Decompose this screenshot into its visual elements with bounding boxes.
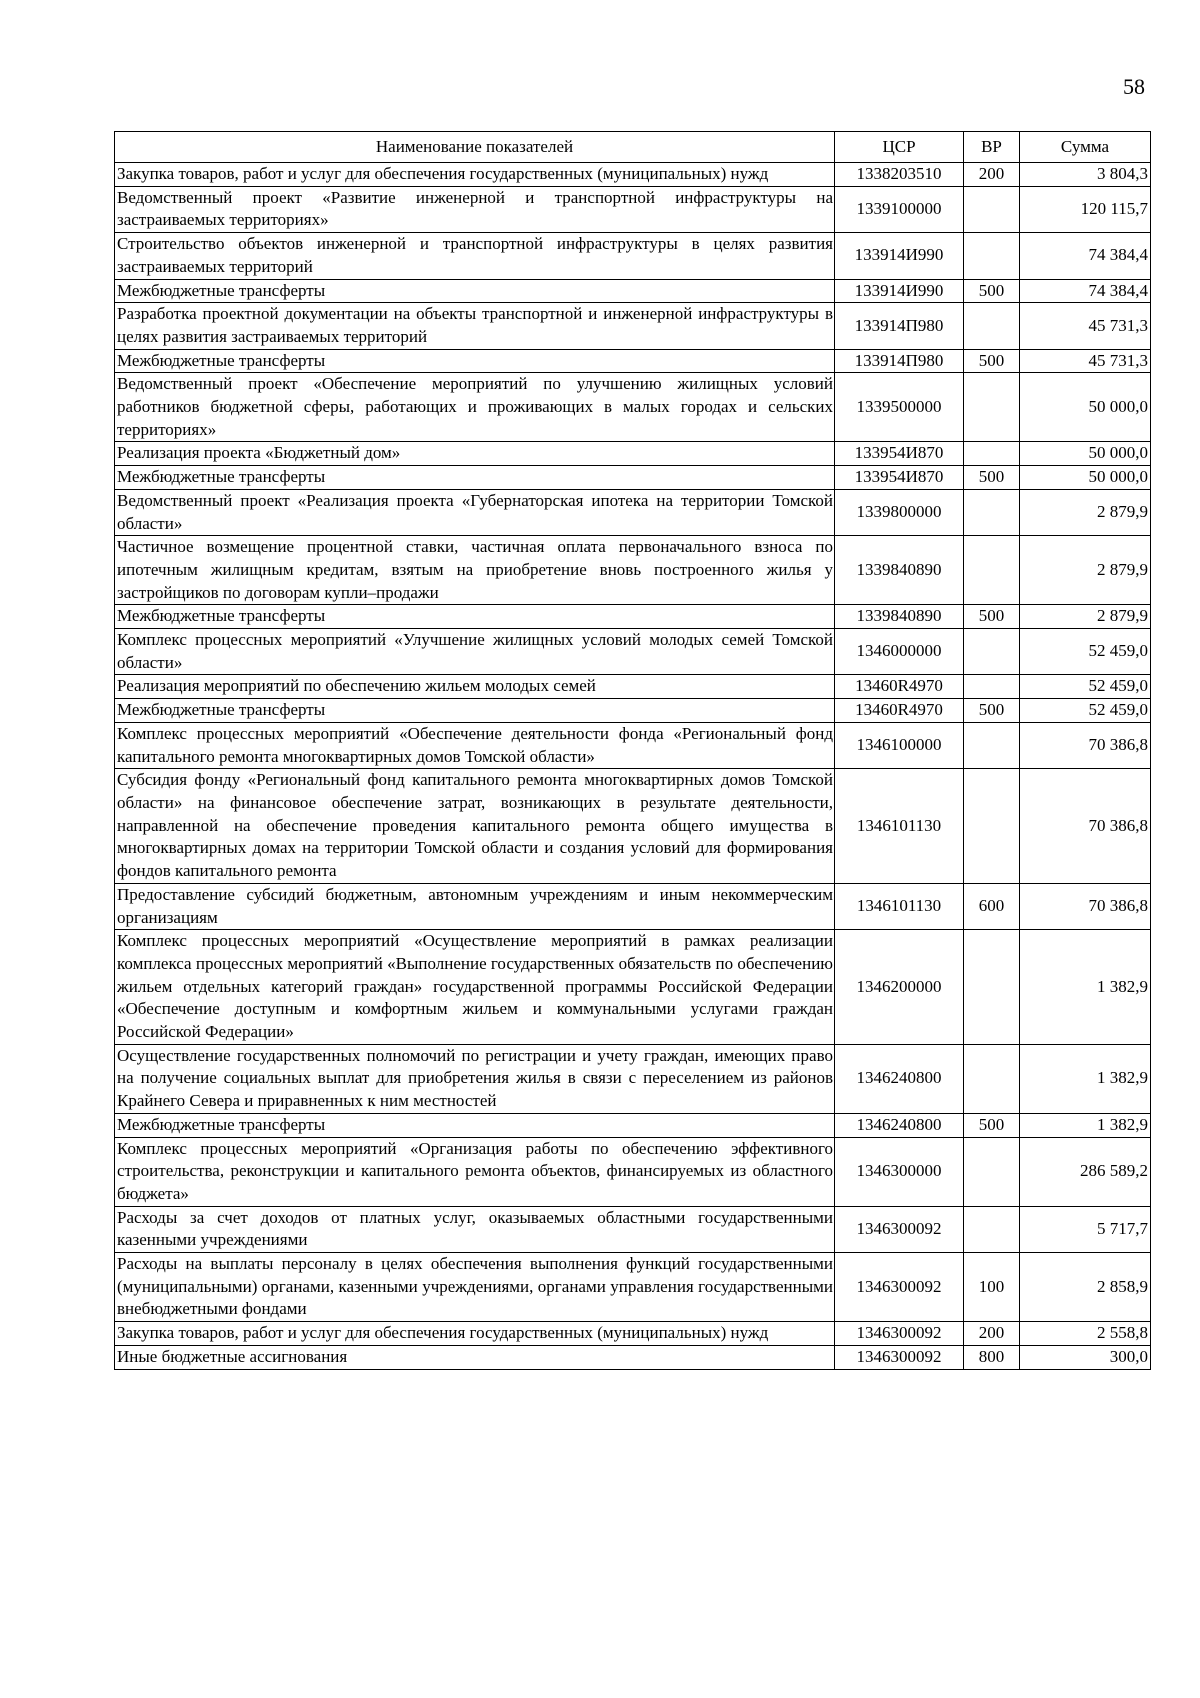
cell-sum: 300,0 bbox=[1020, 1345, 1151, 1369]
cell-csr: 1346300092 bbox=[835, 1253, 964, 1322]
cell-vr bbox=[964, 303, 1020, 349]
cell-name: Межбюджетные трансферты bbox=[115, 279, 835, 303]
cell-name: Расходы на выплаты персоналу в целях обеспечения выполнения функций государственными (муниципальными) органами, казенными учреждениями, органами управления государственными внебюджетными фондами bbox=[115, 1253, 835, 1322]
cell-csr: 1346101130 bbox=[835, 769, 964, 884]
cell-csr: 1346300092 bbox=[835, 1345, 964, 1369]
table-row bbox=[115, 163, 1151, 187]
table-row bbox=[115, 1345, 1151, 1369]
cell-vr bbox=[964, 373, 1020, 442]
cell-sum: 70 386,8 bbox=[1020, 769, 1151, 884]
cell-name: Субсидия фонду «Региональный фонд капитального ремонта многоквартирных домов Томской области» на финансовое обеспечение затрат, возникающих в результате деятельности, направленной на обеспечение проведения капитального ремонта общего имущества в многоквартирных домах на территории Томской области и создания условий для формирования фондов капитального ремонта bbox=[115, 769, 835, 884]
cell-vr bbox=[964, 675, 1020, 699]
cell-sum: 1 382,9 bbox=[1020, 930, 1151, 1045]
cell-sum: 70 386,8 bbox=[1020, 883, 1151, 929]
cell-csr: 1346000000 bbox=[835, 629, 964, 675]
cell-name: Разработка проектной документации на объекты транспортной и инженерной инфраструктуры в целях развития застраиваемых территорий bbox=[115, 303, 835, 349]
cell-name: Ведомственный проект «Реализация проекта «Губернаторская ипотека на территории Томской области» bbox=[115, 489, 835, 535]
header-name: Наименование показателей bbox=[115, 132, 835, 163]
cell-name: Закупка товаров, работ и услуг для обеспечения государственных (муниципальных) нужд bbox=[115, 1322, 835, 1346]
cell-csr: 1346200000 bbox=[835, 930, 964, 1045]
cell-name: Ведомственный проект «Развитие инженерной и транспортной инфраструктуры на застраиваемых территориях» bbox=[115, 186, 835, 232]
table-row bbox=[115, 233, 1151, 279]
cell-csr: 1338203510 bbox=[835, 163, 964, 187]
cell-sum: 1 382,9 bbox=[1020, 1113, 1151, 1137]
cell-sum: 52 459,0 bbox=[1020, 699, 1151, 723]
cell-vr bbox=[964, 769, 1020, 884]
cell-csr: 1339840890 bbox=[835, 605, 964, 629]
cell-sum: 50 000,0 bbox=[1020, 373, 1151, 442]
table-row bbox=[115, 1113, 1151, 1137]
cell-vr: 200 bbox=[964, 1322, 1020, 1346]
cell-csr: 1346240800 bbox=[835, 1044, 964, 1113]
cell-sum: 2 858,9 bbox=[1020, 1253, 1151, 1322]
header-vr: ВР bbox=[964, 132, 1020, 163]
cell-vr bbox=[964, 1206, 1020, 1252]
cell-vr: 500 bbox=[964, 279, 1020, 303]
cell-csr: 1339500000 bbox=[835, 373, 964, 442]
cell-vr bbox=[964, 186, 1020, 232]
cell-vr bbox=[964, 233, 1020, 279]
cell-csr: 13460R4970 bbox=[835, 675, 964, 699]
cell-name: Межбюджетные трансферты bbox=[115, 466, 835, 490]
table-row bbox=[115, 1206, 1151, 1252]
cell-vr bbox=[964, 1044, 1020, 1113]
cell-csr: 1346240800 bbox=[835, 1113, 964, 1137]
cell-name: Межбюджетные трансферты bbox=[115, 605, 835, 629]
cell-csr: 133954И870 bbox=[835, 466, 964, 490]
cell-name: Реализация проекта «Бюджетный дом» bbox=[115, 442, 835, 466]
cell-sum: 52 459,0 bbox=[1020, 629, 1151, 675]
cell-csr: 133954И870 bbox=[835, 442, 964, 466]
cell-csr: 1346300000 bbox=[835, 1137, 964, 1206]
cell-csr: 133914И990 bbox=[835, 233, 964, 279]
cell-vr bbox=[964, 536, 1020, 605]
table-row bbox=[115, 1322, 1151, 1346]
cell-vr: 600 bbox=[964, 883, 1020, 929]
table-row bbox=[115, 883, 1151, 929]
table-row bbox=[115, 303, 1151, 349]
cell-vr bbox=[964, 722, 1020, 768]
cell-name: Реализация мероприятий по обеспечению жильем молодых семей bbox=[115, 675, 835, 699]
cell-sum: 120 115,7 bbox=[1020, 186, 1151, 232]
cell-name: Межбюджетные трансферты bbox=[115, 1113, 835, 1137]
cell-vr: 500 bbox=[964, 466, 1020, 490]
cell-sum: 5 717,7 bbox=[1020, 1206, 1151, 1252]
table-row bbox=[115, 1253, 1151, 1322]
cell-name: Комплекс процессных мероприятий «Улучшение жилищных условий молодых семей Томской области» bbox=[115, 629, 835, 675]
cell-sum: 2 879,9 bbox=[1020, 489, 1151, 535]
table-row bbox=[115, 629, 1151, 675]
cell-vr bbox=[964, 489, 1020, 535]
cell-csr: 133914П980 bbox=[835, 303, 964, 349]
cell-csr: 1346300092 bbox=[835, 1206, 964, 1252]
table-row bbox=[115, 930, 1151, 1045]
cell-sum: 70 386,8 bbox=[1020, 722, 1151, 768]
cell-sum: 286 589,2 bbox=[1020, 1137, 1151, 1206]
cell-sum: 52 459,0 bbox=[1020, 675, 1151, 699]
table-row bbox=[115, 186, 1151, 232]
cell-csr: 1339840890 bbox=[835, 536, 964, 605]
cell-vr: 800 bbox=[964, 1345, 1020, 1369]
budget-table bbox=[114, 131, 1151, 1370]
table-row bbox=[115, 279, 1151, 303]
table-header-row bbox=[115, 132, 1151, 163]
cell-name: Ведомственный проект «Обеспечение мероприятий по улучшению жилищных условий работников бюджетной сферы, работающих и проживающих в малых городах и сельских территориях» bbox=[115, 373, 835, 442]
cell-name: Строительство объектов инженерной и транспортной инфраструктуры в целях развития застраиваемых территорий bbox=[115, 233, 835, 279]
cell-sum: 45 731,3 bbox=[1020, 303, 1151, 349]
table-row bbox=[115, 699, 1151, 723]
table-row bbox=[115, 1044, 1151, 1113]
cell-vr bbox=[964, 442, 1020, 466]
cell-vr: 500 bbox=[964, 605, 1020, 629]
table-row bbox=[115, 536, 1151, 605]
cell-vr: 500 bbox=[964, 699, 1020, 723]
cell-name: Межбюджетные трансферты bbox=[115, 349, 835, 373]
cell-name: Предоставление субсидий бюджетным, автономным учреждениям и иным некоммерческим организациям bbox=[115, 883, 835, 929]
table-row bbox=[115, 675, 1151, 699]
table-row bbox=[115, 442, 1151, 466]
cell-name: Комплекс процессных мероприятий «Организация работы по обеспечению эффективного строительства, реконструкции и капитального ремонта объектов, финансируемых из областного бюджета» bbox=[115, 1137, 835, 1206]
cell-name: Комплекс процессных мероприятий «Обеспечение деятельности фонда «Региональный фонд капитального ремонта многоквартирных домов Томской области» bbox=[115, 722, 835, 768]
cell-sum: 74 384,4 bbox=[1020, 233, 1151, 279]
cell-csr: 1346100000 bbox=[835, 722, 964, 768]
cell-sum: 1 382,9 bbox=[1020, 1044, 1151, 1113]
cell-name: Частичное возмещение процентной ставки, частичная оплата первоначального взноса по ипотечным жилищным кредитам, взятым на приобретение вновь построенного жилья у застройщиков по договорам купли–продажи bbox=[115, 536, 835, 605]
cell-name: Осуществление государственных полномочий по регистрации и учету граждан, имеющих право на получение социальных выплат для приобретения жилья в связи с переселением из районов Крайнего Севера и приравненных к ним местностей bbox=[115, 1044, 835, 1113]
cell-sum: 50 000,0 bbox=[1020, 466, 1151, 490]
cell-csr: 1339800000 bbox=[835, 489, 964, 535]
cell-csr: 133914И990 bbox=[835, 279, 964, 303]
cell-vr bbox=[964, 1137, 1020, 1206]
cell-name: Комплекс процессных мероприятий «Осуществление мероприятий в рамках реализации комплекса процессных мероприятий «Выполнение государственных обязательств по обеспечению жильем отдельных категорий граждан» государственной программы Российской Федерации «Обеспечение доступным и комфортным жильем и коммунальными услугами граждан Российской Федерации» bbox=[115, 930, 835, 1045]
cell-csr: 1339100000 bbox=[835, 186, 964, 232]
cell-sum: 50 000,0 bbox=[1020, 442, 1151, 466]
table-row bbox=[115, 769, 1151, 884]
table-row bbox=[115, 722, 1151, 768]
cell-name: Иные бюджетные ассигнования bbox=[115, 1345, 835, 1369]
cell-name: Расходы за счет доходов от платных услуг, оказываемых областными государственными казенными учреждениями bbox=[115, 1206, 835, 1252]
cell-csr: 133914П980 bbox=[835, 349, 964, 373]
cell-vr: 100 bbox=[964, 1253, 1020, 1322]
cell-vr: 500 bbox=[964, 349, 1020, 373]
cell-vr bbox=[964, 629, 1020, 675]
table-row bbox=[115, 1137, 1151, 1206]
cell-csr: 1346101130 bbox=[835, 883, 964, 929]
cell-sum: 74 384,4 bbox=[1020, 279, 1151, 303]
table-row bbox=[115, 349, 1151, 373]
header-sum: Сумма bbox=[1020, 132, 1151, 163]
cell-vr: 500 bbox=[964, 1113, 1020, 1137]
cell-csr: 1346300092 bbox=[835, 1322, 964, 1346]
cell-sum: 2 879,9 bbox=[1020, 605, 1151, 629]
table-row bbox=[115, 466, 1151, 490]
cell-csr: 13460R4970 bbox=[835, 699, 964, 723]
cell-sum: 3 804,3 bbox=[1020, 163, 1151, 187]
header-csr: ЦСР bbox=[835, 132, 964, 163]
cell-name: Закупка товаров, работ и услуг для обеспечения государственных (муниципальных) нужд bbox=[115, 163, 835, 187]
table-row bbox=[115, 605, 1151, 629]
cell-name: Межбюджетные трансферты bbox=[115, 699, 835, 723]
cell-vr bbox=[964, 930, 1020, 1045]
cell-vr: 200 bbox=[964, 163, 1020, 187]
table-row bbox=[115, 373, 1151, 442]
cell-sum: 45 731,3 bbox=[1020, 349, 1151, 373]
page-number: 58 bbox=[1123, 74, 1145, 99]
cell-sum: 2 879,9 bbox=[1020, 536, 1151, 605]
table-row bbox=[115, 489, 1151, 535]
cell-sum: 2 558,8 bbox=[1020, 1322, 1151, 1346]
